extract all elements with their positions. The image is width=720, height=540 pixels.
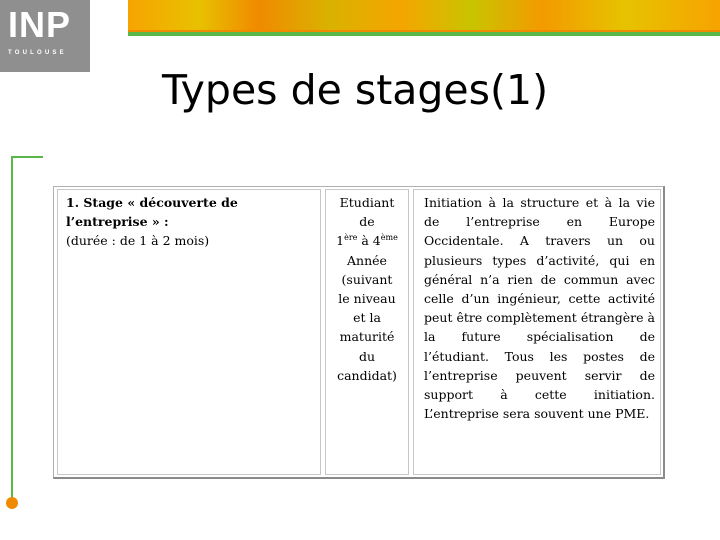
stage-type-heading-line2: l’entreprise » : [66, 214, 169, 230]
level-line4: Année [347, 252, 387, 268]
level-year-start-sup: ère [344, 233, 358, 243]
decorative-orange-dot [6, 497, 18, 509]
stage-description: Initiation à la structure et à la vie de l’entreprise en Europe Occidentale. A travers un ou plusieurs types d’activité, qui en général n’a rien de commun avec celle d’un ingénieur, cette activité peut être complètement étrangère à la future spécialisation de l’étudiant. Tous les postes de l’entreprise peuvent servir de support à cette initiation. L’entreprise sera souvent une PME. [424, 195, 655, 422]
level-line10: candidat) [337, 367, 397, 383]
banner-green-stripe [128, 32, 720, 36]
decorative-horizontal-line [11, 156, 43, 158]
page-title: Types de stages(1) [162, 66, 549, 114]
level-line9: du [358, 348, 376, 364]
logo-subtext: TOULOUSE [8, 50, 67, 56]
stage-type-cell [57, 189, 321, 475]
student-level-cell [325, 189, 409, 475]
level-year-start: 1 [336, 233, 345, 249]
level-line1: Etudiant [339, 195, 395, 210]
level-line5: (suivant [341, 271, 393, 287]
level-year-mid: à 4 [357, 233, 381, 249]
stage-types-table [53, 186, 665, 479]
level-line2: de [359, 214, 375, 230]
stage-duration: (durée : de 1 à 2 mois) [66, 233, 210, 249]
logo-text: INP [8, 4, 72, 45]
level-line6: le niveau [338, 291, 396, 307]
inp-toulouse-logo [0, 0, 90, 72]
stage-description-cell [413, 189, 661, 475]
decorative-vertical-line [11, 157, 13, 505]
level-year-end-sup: ème [380, 233, 398, 243]
level-line7: et la [353, 310, 381, 326]
decorative-banner [128, 0, 720, 30]
stage-type-heading-line1: 1. Stage « découverte de [66, 195, 238, 210]
level-years [328, 231, 406, 250]
level-line8: maturité [339, 329, 395, 345]
